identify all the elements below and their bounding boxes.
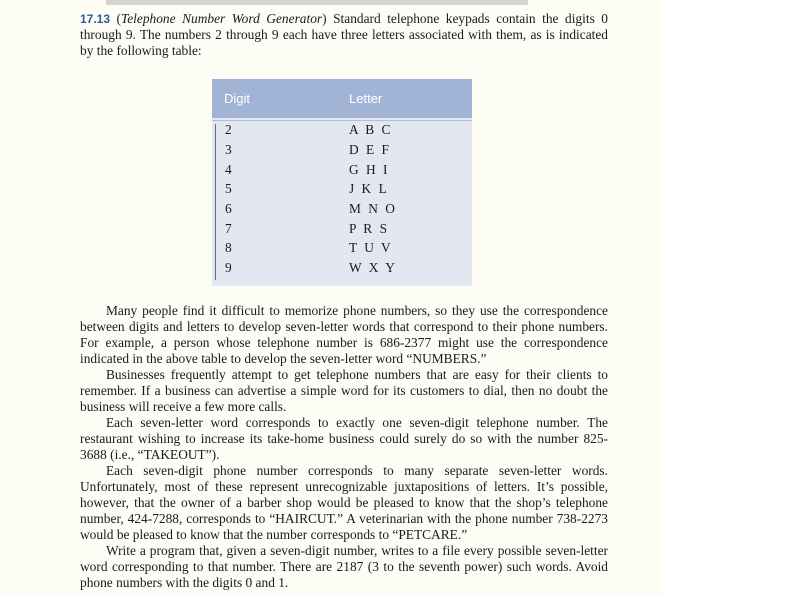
paragraph: Each seven-digit phone number corresponds to many separate seven-letter words. Unfortunately, most of these represent unrecognizable juxtapositions of letters. It’s possible, however, that the owner of a barber shop would be pleased to know that the shop’s telephone number, 424-7288, corresponds to “HAIRCUT.” A veterinarian with the phone number 738-2273 would be pleased to know that the number corresponds to “PETCARE.” xyxy=(80,463,608,542)
row-digit: 2 xyxy=(225,122,232,137)
paragraph: Many people find it difficult to memorize phone numbers, so they use the correspondence between digits and letters to develop seven-letter words that correspond to their phone numbers. For example, a person whose telephone number is 686-2377 might use the correspondence indicated in the above table to develop the seven-letter word “NUMBERS.” xyxy=(80,303,608,366)
row-letters: D E F xyxy=(349,142,391,157)
exercise-number: 17.13 xyxy=(80,12,111,26)
row-digit: 9 xyxy=(225,260,232,275)
row-letters: G H I xyxy=(349,162,390,177)
digit-letter-table xyxy=(212,79,472,286)
table-row xyxy=(212,199,472,219)
row-digit: 7 xyxy=(225,221,232,236)
header-letter: Letter xyxy=(349,91,383,106)
row-letters: T U V xyxy=(349,240,393,255)
exercise-body xyxy=(80,303,608,591)
paragraph: Each seven-letter word corresponds to exactly one seven-digit telephone number. The restaurant wishing to increase its take-home business could surely do so with the number 825-3688 (i.e., “TAKEOUT”). xyxy=(80,415,608,462)
table-row xyxy=(212,140,472,160)
paragraph: Write a program that, given a seven-digit number, writes to a file every possible seven-letter word corresponding to that number. There are 2187 (3 to the seventh power) such words. Avoid phone numbers with the digits 0 and 1. xyxy=(80,543,608,590)
table-row xyxy=(212,160,472,180)
row-letters: P R S xyxy=(349,221,390,236)
row-letters: M N O xyxy=(349,201,397,216)
exercise-intro-text: ) Standard telephone keypads contain the digits 0 through 9. The numbers 2 through 9 each have three letters associated with them, as is indicated by the following table: xyxy=(80,11,608,58)
header-digit: Digit xyxy=(224,91,251,106)
table-row xyxy=(212,219,472,239)
table-row xyxy=(212,258,472,278)
row-digit: 5 xyxy=(225,181,232,196)
row-digit: 8 xyxy=(225,240,232,255)
page-top-rule xyxy=(106,0,528,5)
row-letters: J K L xyxy=(349,181,389,196)
row-digit: 4 xyxy=(225,162,232,177)
paragraph: Businesses frequently attempt to get telephone numbers that are easy for their clients to remember. If a business can advertise a simple word for its customers to dial, then no doubt the business will receive a few more calls. xyxy=(80,367,608,414)
table-row xyxy=(212,238,472,258)
exercise-intro: 17.13 (Telephone Number Word Generator) Standard telephone keypads contain the digits 0 through 9. The numbers 2 through 9 each have three letters associated with them, as is indicated by the following table: xyxy=(80,11,608,58)
exercise-title: Telephone Number Word Generator xyxy=(121,11,323,26)
table-row xyxy=(212,179,472,199)
row-digit: 6 xyxy=(225,201,232,216)
table-row xyxy=(212,120,472,140)
table-header xyxy=(212,79,472,118)
row-digit: 3 xyxy=(225,142,232,157)
row-letters: W X Y xyxy=(349,260,397,275)
row-letters: A B C xyxy=(349,122,393,137)
